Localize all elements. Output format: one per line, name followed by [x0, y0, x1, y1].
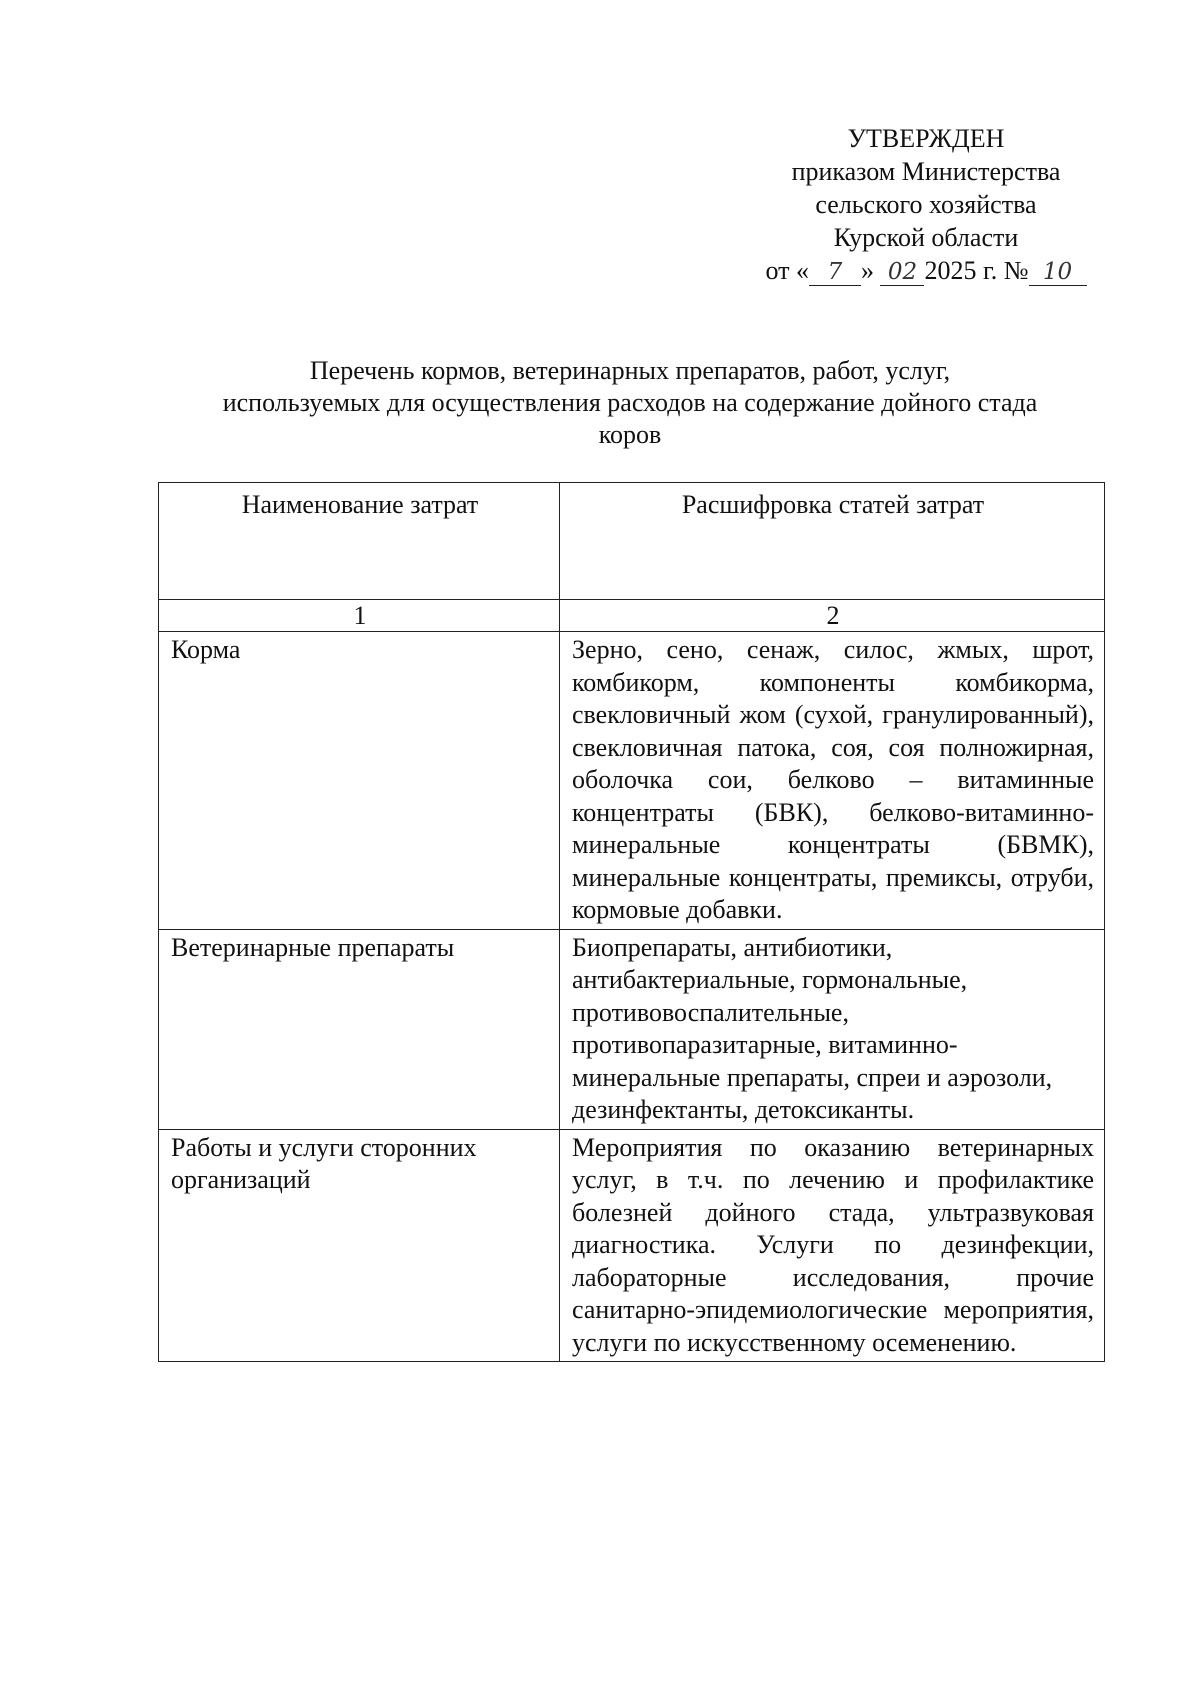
date-mid: »	[860, 256, 874, 285]
handwritten-order-number: 10	[1029, 259, 1087, 286]
document-title-line-1: Перечень кормов, ветеринарных препаратов, работ, услуг,	[309, 356, 951, 385]
document-title-line-2: используемых для осуществления расходов на содержание дойного стада	[222, 388, 1038, 417]
approval-line-region: Курской области	[833, 223, 1019, 252]
approval-title: УТВЕРЖДЕН	[847, 124, 1005, 153]
approval-line-order: приказом Министерства	[791, 157, 1061, 186]
table-row	[159, 632, 1105, 930]
cost-items-table	[158, 482, 1105, 1362]
approval-stamp	[740, 122, 1112, 287]
approval-line-ministry: сельского хозяйства	[815, 190, 1037, 219]
cost-details-cell: Зерно, сено, сенаж, силос, жмых, шрот, комбикорм, компоненты комбикорма, свекловичный жом (сухой, гранулированный), свекловичная патока, соя, соя полножирная, оболочка сои, белково – витаминные концентраты (БВК), белково-витаминно-минеральные концентраты (БВМК), минеральные концентраты, премиксы, отруби, кормовые добавки.	[560, 632, 1105, 930]
cost-details-cell: Мероприятия по оказанию ветеринарных услуг, в т.ч. по лечению и профилактике болезней дойного стада, ультразвуковая диагностика. Услуги по дезинфекции, лабораторные исследования, прочие санитарно-эпидемиологические мероприятия, услуги по искусственному осеменению.	[560, 1129, 1105, 1362]
date-prefix: от «	[765, 256, 809, 285]
header-cost-name: Наименование затрат	[159, 483, 560, 600]
cost-name-cell: Ветеринарные препараты	[159, 929, 560, 1129]
cost-name-cell: Работы и услуги сторонних организаций	[159, 1129, 560, 1362]
approval-date	[740, 254, 1112, 287]
document-title-line-3: коров	[598, 420, 662, 449]
document-title	[165, 355, 1095, 451]
table-row	[159, 1129, 1105, 1362]
table-header-row	[159, 483, 1105, 600]
table-row	[159, 929, 1105, 1129]
handwritten-day: 7	[809, 259, 861, 286]
column-number-2: 2	[560, 600, 1105, 632]
header-cost-breakdown: Расшифровка статей затрат	[560, 483, 1105, 600]
cost-details-cell: Биопрепараты, антибиотики, антибактериальные, гормональные, противовоспалительные, противопаразитарные, витаминно-минеральные препараты, спреи и аэрозоли, дезинфектанты, детоксиканты.	[560, 929, 1105, 1129]
column-number-row	[159, 600, 1105, 632]
column-number-1: 1	[159, 600, 560, 632]
cost-name-cell: Корма	[159, 632, 560, 930]
handwritten-month: 02	[880, 259, 924, 286]
year-text: 2025 г. №	[924, 256, 1029, 285]
